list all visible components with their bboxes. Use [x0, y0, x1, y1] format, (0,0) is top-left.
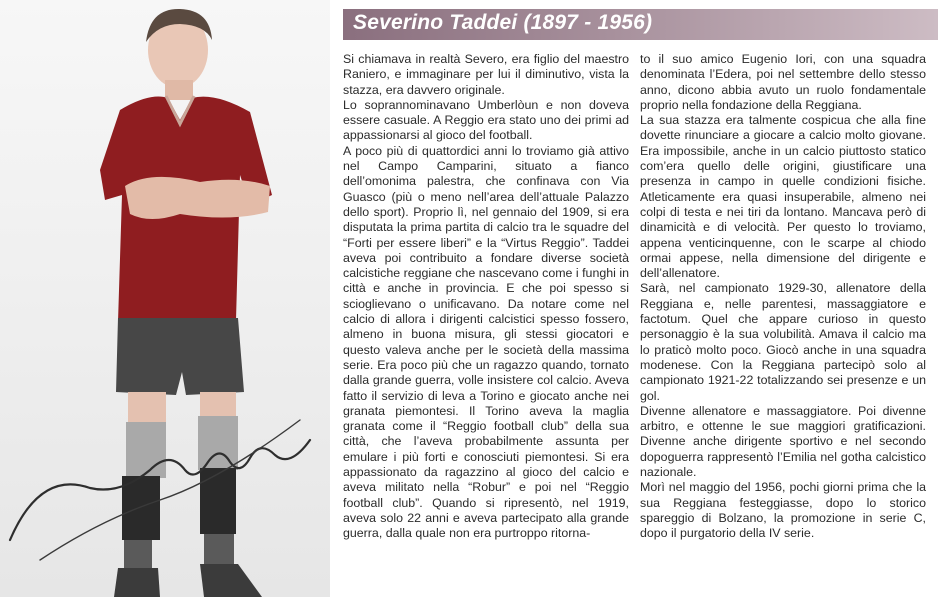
article-title: Severino Taddei (1897 - 1956) — [353, 11, 653, 34]
paragraph: Lo soprannominavano Umberlòun e non doveva essere casuale. A Reggio era stato uno dei primi ad appassionarsi al gioco del football. — [343, 97, 629, 143]
title-bar — [343, 9, 938, 40]
player-photo-panel — [0, 0, 330, 597]
paragraph: Morì nel maggio del 1956, pochi giorni prima che la sua Reggiana festeggiasse, dopo lo storico spareggio di Bolzano, la promozione in serie C, dopo il purgatorio della IV serie. — [640, 480, 926, 541]
right-sock-top — [198, 416, 238, 470]
player-neck — [165, 80, 193, 100]
player-shorts — [116, 318, 244, 395]
right-sock — [200, 468, 236, 534]
left-sock-top — [126, 422, 166, 478]
paragraph: La sua stazza era talmente cospicua che alla fine dovette rinunciare a giocare a calcio molto giovane. Era impossibile, anche in un calcio piuttosto statico com’era quello delle origini, giustificare una presenza in campo in quelle condizioni fisiche. Atleticamente era quasi insuperabile, almeno nei colpi di testa e nei tiri da lontano. Mancava però di dinamicità e di velocità. Per questo lo troviamo, appena venticinquenne, con le scarpe al chiodo ormai appese, nella dimensione del dirigente e dell’allenatore. — [640, 113, 926, 281]
right-thigh — [200, 392, 236, 420]
article-column-left — [343, 52, 629, 542]
left-boot — [114, 568, 160, 597]
player-photo — [0, 0, 330, 597]
left-sock — [122, 476, 160, 540]
left-thigh — [128, 392, 166, 424]
paragraph: Sarà, nel campionato 1929-30, allenatore della Reggiana e, nelle parentesi, massaggiatore e factotum. Quel che appare curioso in questo personaggio è la sua volubilità. Amava il calcio ma lo praticò molto poco. Giocò anche in una squadra modenese. Con la Reggiana partecipò solo al campionato 1921-22 totalizzando sei presenze e un gol. — [640, 281, 926, 403]
paragraph: A poco più di quattordici anni lo troviamo già attivo nel Campo Camparini, situato a fianco dell’omonima palestra, che confinava con Via Guasco (più o meno nell’area dell’attuale Palazzo dello sport). Proprio lì, nel gennaio del 1909, si era disputata la prima partita di calcio tra le squadre del “Forti per essere liberi” e la “Virtus Reggio”. Taddei aveva poi contribuito a fondare diverse società calcistiche reggiane che nascevano come i funghi in città e anche in provincia. E che poi spesso si scioglievano o unificavano. Da notare come nel calcio di allora i dirigenti calcistici spesso fossero, almeno in buona misura, gli stessi giocatori e questo valeva anche per le società della massima serie. Era poco più che un ragazzo quando, tornato dalla grande guerra, volle insistere col calcio. Aveva fatto il servizio di leva a Torino e giocato anche nei granata piemontesi. Il Torino aveva la maglia granata come il “Reggio football club” della sua città, che l’aveva probabilmente assunta per emulare i più forti e conosciuti piemontesi. Si era appassionato da ragazzino al gioco del calcio e aveva militato nella “Robur” e poi nel “Reggio football club”. Quando si ripresentò, nel 1919, aveva solo 22 anni e aveva partecipato alla grande guerra, dalla quale non era purtroppo ritorna- — [343, 143, 629, 541]
paragraph: to il suo amico Eugenio Iori, con una squadra denominata l’Edera, poi nel settembre dello stesso anno, dicono abbia avuto un ruolo fondamentale proprio nella fondazione della Reggiana. — [640, 52, 926, 112]
right-boot — [200, 564, 262, 597]
paragraph: Divenne allenatore e massaggiatore. Poi divenne arbitro, e ottenne le sue maggiori gratificazioni. Divenne anche dirigente sportivo e nel secondo dopoguerra rappresentò l’Emilia nel gotha calcistico nazionale. — [640, 403, 926, 480]
left-shin — [124, 540, 152, 570]
signature-flourish — [40, 420, 300, 560]
paragraph: Si chiamava in realtà Severo, era figlio del maestro Raniero, e immaginare per lui il diminutivo, vista la stazza, era davvero originale. — [343, 52, 629, 97]
article-column-right — [640, 52, 926, 542]
right-shin — [204, 534, 234, 568]
player-arms — [125, 177, 270, 219]
